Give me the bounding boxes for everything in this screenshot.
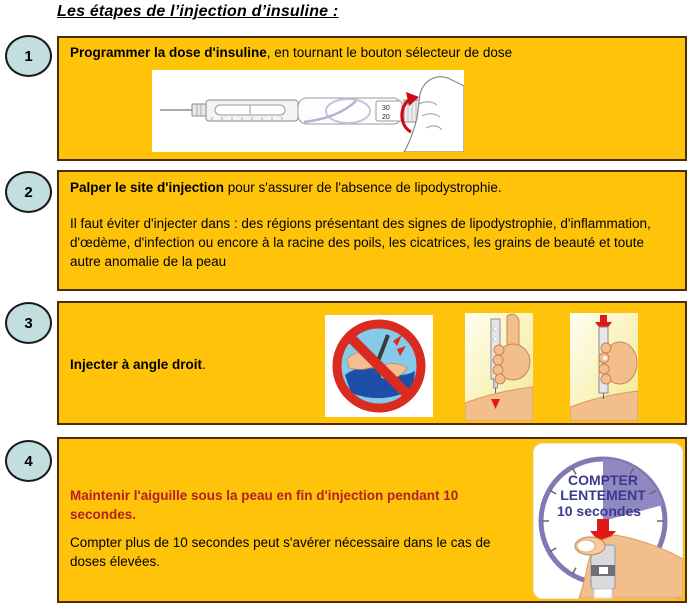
pen-body — [206, 98, 402, 124]
step-3-box — [57, 301, 687, 425]
pen-dose-window — [376, 101, 402, 121]
step-3-heading-bold: Injecter à angle droit — [70, 357, 203, 372]
step-2-heading — [70, 178, 658, 197]
vertical-injection-fist-illustration — [570, 313, 638, 421]
clock-caption-line3: 10 secondes — [556, 503, 642, 519]
step-2-text — [70, 178, 658, 271]
fist — [599, 342, 637, 384]
vertical-injection-thumb-up-illustration — [465, 313, 533, 421]
step-1-heading-bold: Programmer la dose d'insuline — [70, 45, 267, 60]
step-3-heading — [70, 355, 320, 374]
dose-number-top: 30 — [382, 105, 390, 112]
pressing-thumb — [575, 537, 605, 555]
page-title: Les étapes de l’injection d’insuline : — [57, 3, 339, 20]
step-2-number-badge — [5, 171, 52, 213]
step-2-number: 2 — [24, 183, 33, 201]
insulin-pen-illustration — [152, 70, 464, 152]
step-3-number: 3 — [24, 314, 33, 332]
step-4-text — [70, 486, 525, 571]
clock-caption-line1: COMPTER — [568, 472, 638, 488]
count-slowly-clock-illustration — [533, 443, 683, 599]
step-1-heading-rest: , en tournant le bouton sélecteur de dose — [266, 45, 513, 60]
step-3-number-badge — [5, 302, 52, 344]
step-2-heading-rest: pour s'assurer de l'absence de lipodystrophie. — [224, 180, 502, 195]
step-4-box — [57, 437, 687, 603]
clock-caption — [557, 472, 646, 519]
no-angled-injection-illustration — [325, 315, 433, 417]
step-1-number-badge — [5, 35, 52, 77]
step-4-heading: Maintenir l'aiguille sous la peau en fin d'injection pendant 10 secondes. — [70, 488, 459, 522]
step-4-body: Compter plus de 10 secondes peut s'avérer nécessaire dans le cas de doses élevées. — [70, 535, 491, 569]
step-2-box — [57, 170, 687, 291]
step-2-body: Il faut éviter d'injecter dans : des régions présentant des signes de lipodystrophie, d'inflammation, d'œdème, d'infection ou encore à la racine des poils, les cicatrices, les grains de beauté et toute autre anomalie de la peau — [70, 216, 651, 269]
step-1-box — [57, 36, 687, 161]
dose-number-bottom: 20 — [382, 114, 390, 121]
step-1-number: 1 — [24, 47, 33, 65]
step-2-heading-bold: Palper le site d'injection — [70, 180, 225, 195]
step-3-heading-rest: . — [202, 357, 206, 372]
clock-caption-line2: LENTEMENT — [560, 487, 646, 503]
step-4-number-badge — [5, 440, 52, 482]
step-4-number: 4 — [24, 452, 33, 470]
step-1-heading — [70, 43, 675, 62]
